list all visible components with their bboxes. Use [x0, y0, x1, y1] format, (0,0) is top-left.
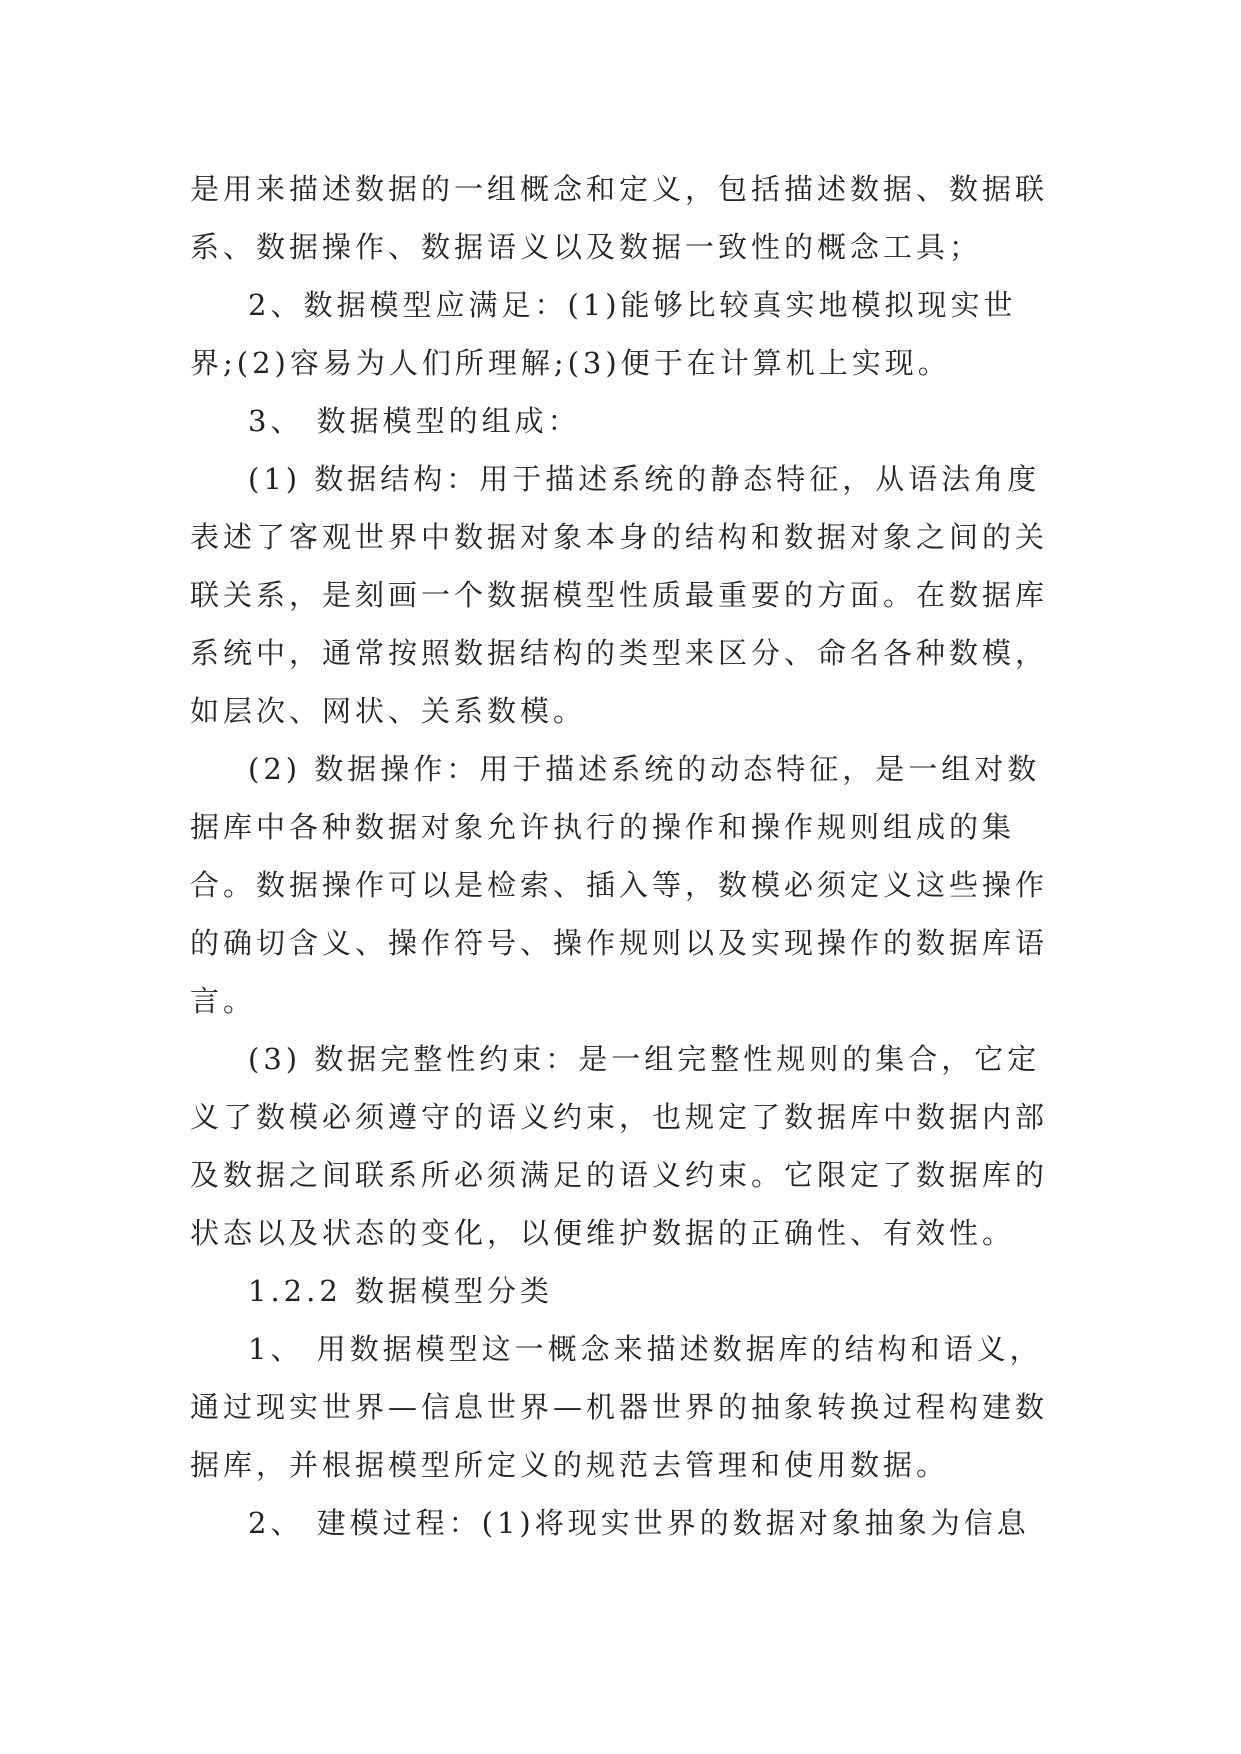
paragraph-integrity-constraint: (3) 数据完整性约束：是一组完整性规则的集合，它定义了数模必须遵守的语义约束，也规定了数据库中数据内部及数据之间联系所必须满足的语义约束。它限定了数据库的状态以及状态的变化，以便维护数据的正确性、有效性。 [190, 1042, 1049, 1250]
section-heading-model-classification: 1.2.2 数据模型分类 [248, 1274, 554, 1308]
paragraph-data-structure: (1) 数据结构：用于描述系统的静态特征，从语法角度表述了客观世界中数据对象本身的结构和数据对象之间的关联关系，是刻画一个数据模型性质最重要的方面。在数据库系统中，通常按照数据结构的类型来区分、命名各种数模，如层次、网状、关系数模。 [190, 462, 1049, 728]
paragraph-model-requirements: 2、数据模型应满足：(1)能够比较真实地模拟现实世界;(2)容易为人们所理解;(3)便于在计算机上实现。 [190, 288, 1017, 380]
paragraph-definition: 是用来描述数据的一组概念和定义，包括描述数据、数据联系、数据操作、数据语义以及数据一致性的概念工具； [190, 172, 1049, 264]
paragraph-data-operation: (2) 数据操作：用于描述系统的动态特征，是一组对数据库中各种数据对象允许执行的操作和操作规则组成的集合。数据操作可以是检索、插入等，数模必须定义这些操作的确切含义、操作符号、操作规则以及实现操作的数据库语言。 [190, 752, 1049, 1018]
paragraph-model-concept: 1、 用数据模型这一概念来描述数据库的结构和语义，通过现实世界—信息世界—机器世界的抽象转换过程构建数据库，并根据模型所定义的规范去管理和使用数据。 [190, 1332, 1049, 1482]
paragraph-model-components-heading: 3、 数据模型的组成： [248, 404, 581, 438]
document-body [190, 160, 1060, 1552]
paragraph-modeling-process: 2、 建模过程：(1)将现实世界的数据对象抽象为信息 [248, 1506, 1030, 1540]
